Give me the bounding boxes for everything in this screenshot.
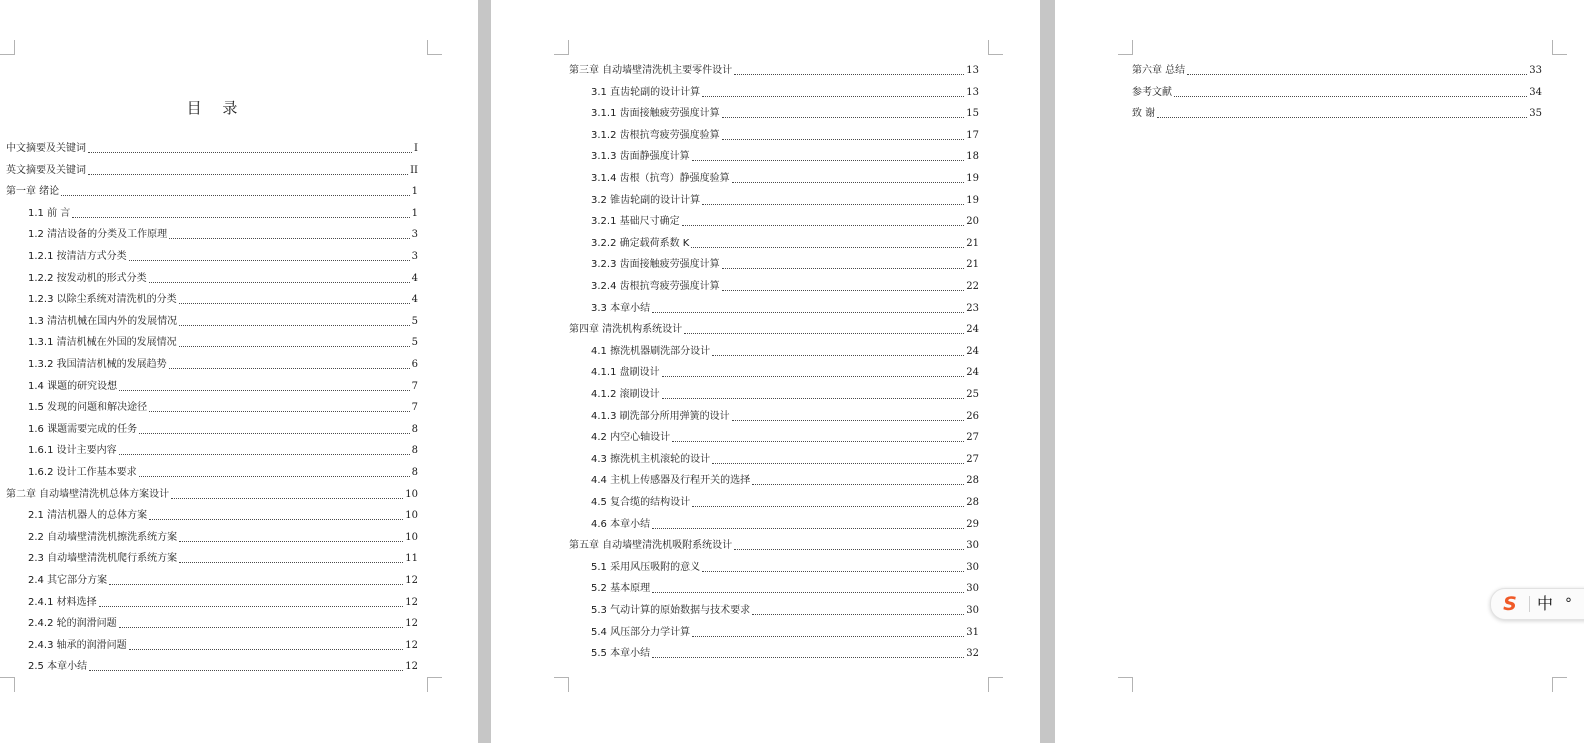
- toc-dot-leader: [692, 636, 964, 637]
- toc-entry-title: 3.2.2 确定载荷系数 K: [591, 237, 690, 249]
- toc-section-entry[interactable]: [591, 619, 979, 639]
- toc-section-entry[interactable]: [28, 437, 418, 457]
- toc-entry-title: 3.1.4 齿根（抗弯）静强度验算: [591, 173, 730, 184]
- toc-page-number: I: [414, 143, 418, 154]
- toc-dot-leader: [691, 247, 964, 248]
- toc-entry-title: 2.4.3 轴承的润滑问题: [28, 639, 127, 651]
- toc-page-number: 25: [966, 389, 979, 400]
- toc-entry-title: 4.2 内空心轴设计: [591, 432, 671, 444]
- toc-entry-title: 3.2.1 基础尺寸确定: [591, 216, 680, 228]
- toc-section-entry[interactable]: [28, 351, 418, 371]
- toc-title: 目 录: [186, 99, 246, 117]
- toc-page-number: 27: [966, 432, 979, 444]
- toc-dot-leader: [1174, 96, 1527, 97]
- toc-dot-leader: [652, 592, 964, 593]
- toc-entry-title: 3.1.2 齿根抗弯疲劳强度验算: [591, 129, 720, 141]
- toc-page-number: 7: [411, 402, 418, 414]
- toc-page-number: 11: [405, 553, 418, 565]
- toc-dot-leader: [109, 584, 403, 585]
- toc-entry-title: 3.2 锥齿轮副的设计计算: [591, 194, 701, 206]
- toc-entry-title: 致 谢: [1132, 108, 1156, 120]
- toc-entry-title: 英文摘要及关键词: [6, 164, 86, 176]
- document-page-1[interactable]: [0, 0, 478, 743]
- toc-section-entry[interactable]: [28, 459, 418, 479]
- toc-entry-title: 4.4 主机上传感器及行程开关的选择: [591, 475, 751, 487]
- toc-dot-leader: [662, 376, 965, 377]
- toc-section-entry[interactable]: [28, 653, 418, 673]
- toc-entry-title: 3.3 本章小结: [591, 302, 651, 314]
- toc-dot-leader: [702, 571, 964, 572]
- toc-page-number: 31: [966, 626, 979, 638]
- toc-page-number: 13: [966, 86, 979, 98]
- toc-page-number: 35: [1529, 108, 1542, 120]
- toc-section-entry[interactable]: [28, 394, 418, 414]
- toc-section-entry[interactable]: [591, 489, 979, 509]
- toc-entry-title: 2.4.1 材料选择: [28, 596, 97, 608]
- toc-section-entry[interactable]: [28, 567, 418, 587]
- toc-dot-leader: [752, 484, 964, 485]
- toc-page-number: 27: [966, 453, 979, 465]
- sogou-logo-icon[interactable]: S: [1503, 593, 1517, 615]
- toc-section-entry[interactable]: [591, 640, 979, 660]
- toc-section-entry[interactable]: [591, 424, 979, 444]
- toc-entry-title: 3.2.3 齿面接触疲劳强度计算: [591, 259, 720, 271]
- toc-entry-title: 4.6 本章小结: [591, 518, 651, 530]
- toc-entry-title: 4.1 擦洗机器刷洗部分设计: [591, 345, 711, 357]
- toc-section-entry[interactable]: [591, 381, 979, 401]
- toc-page-number: 4: [411, 272, 418, 284]
- toc-page-number: 21: [966, 259, 979, 271]
- toc-page-number: 33: [1529, 65, 1542, 76]
- margin-corner-mark: [0, 40, 15, 55]
- toc-section-entry[interactable]: [591, 359, 979, 379]
- toc-entry-title: 5.5 本章小结: [591, 648, 651, 660]
- toc-entry-title: 1.3.2 我国清洁机械的发展趋势: [28, 359, 167, 370]
- toc-chapter-entry[interactable]: [569, 532, 979, 552]
- toc-page-number: 30: [966, 583, 979, 595]
- toc-page-number: 28: [966, 475, 979, 487]
- toc-entry-title: 4.1.1 盘刷设计: [591, 367, 660, 379]
- toc-entry-title: 1.6 课题需要完成的任务: [28, 423, 138, 435]
- toc-section-entry[interactable]: [591, 467, 979, 487]
- toc-page-number: 22: [966, 281, 979, 292]
- toc-section-entry[interactable]: [591, 100, 979, 120]
- toc-page-number: 28: [966, 497, 979, 508]
- toc-entry-title: 第一章 绪论: [6, 186, 60, 198]
- toc-page-number: 18: [966, 151, 979, 163]
- margin-corner-mark: [1118, 677, 1133, 692]
- toc-entry-title: 5.2 基本原理: [591, 583, 651, 595]
- toc-entry-title: 1.6.2 设计工作基本要求: [28, 467, 137, 478]
- toc-section-entry[interactable]: [28, 589, 418, 609]
- toc-entry-title: 5.4 风压部分力学计算: [591, 626, 691, 638]
- toc-dot-leader: [129, 260, 410, 261]
- toc-dot-leader: [179, 541, 403, 542]
- toc-dot-leader: [682, 225, 965, 226]
- toc-entry-title: 3.1 直齿轮副的设计计算: [591, 86, 701, 98]
- toc-section-entry[interactable]: [28, 416, 418, 436]
- toc-page-number: 26: [966, 410, 979, 422]
- toc-section-entry[interactable]: [591, 295, 979, 315]
- ime-divider: [1529, 596, 1530, 612]
- margin-corner-mark: [0, 677, 15, 692]
- toc-entry-title: 1.5 发现的问题和解决途径: [28, 402, 148, 414]
- toc-dot-leader: [179, 325, 410, 326]
- toc-dot-leader: [61, 195, 409, 196]
- toc-dot-leader: [149, 519, 403, 520]
- toc-entry-title: 2.3 自动墙壁清洗机爬行系统方案: [28, 553, 178, 565]
- margin-corner-mark: [1118, 40, 1133, 55]
- toc-page-number: 21: [966, 237, 979, 249]
- toc-section-entry[interactable]: [591, 230, 979, 250]
- toc-dot-leader: [88, 174, 408, 175]
- toc-section-entry[interactable]: [591, 446, 979, 466]
- toc-dot-leader: [732, 182, 965, 183]
- toc-page-number: 12: [405, 596, 418, 608]
- toc-dot-leader: [652, 312, 964, 313]
- toc-dot-leader: [684, 333, 964, 334]
- margin-corner-mark: [554, 40, 569, 55]
- toc-section-entry[interactable]: [28, 502, 418, 522]
- toc-page-number: 24: [966, 324, 979, 336]
- toc-section-entry[interactable]: [28, 524, 418, 544]
- toc-section-entry[interactable]: [591, 165, 979, 185]
- toc-entry-title: 第四章 清洗机构系统设计: [569, 324, 683, 336]
- toc-entry-title: 4.1.2 滚刷设计: [591, 389, 660, 400]
- toc-section-entry[interactable]: [28, 329, 418, 349]
- margin-corner-mark: [427, 677, 442, 692]
- toc-section-entry[interactable]: [591, 122, 979, 142]
- toc-dot-leader: [72, 217, 409, 218]
- ime-punctuation-toggle[interactable]: °: [1565, 596, 1572, 612]
- document-page-3[interactable]: [1055, 0, 1584, 743]
- toc-dot-leader: [119, 627, 404, 628]
- toc-dot-leader: [722, 117, 965, 118]
- toc-chapter-entry[interactable]: [6, 135, 418, 155]
- toc-page-number: 24: [966, 345, 979, 357]
- toc-dot-leader: [722, 268, 965, 269]
- toc-page-number: 15: [966, 108, 979, 120]
- toc-section-entry[interactable]: [28, 221, 418, 241]
- toc-page-number: 30: [966, 605, 979, 616]
- toc-dot-leader: [752, 614, 964, 615]
- toc-page-number: 12: [405, 639, 418, 651]
- toc-page-number: 19: [966, 194, 979, 206]
- toc-dot-leader: [169, 238, 410, 239]
- toc-entry-title: 4.1.3 刷洗部分所用弹簧的设计: [591, 410, 730, 422]
- toc-section-entry[interactable]: [591, 338, 979, 358]
- toc-chapter-entry[interactable]: [6, 157, 418, 177]
- toc-dot-leader: [149, 411, 410, 412]
- ime-language-toggle[interactable]: 中: [1537, 594, 1554, 613]
- toc-entry-title: 2.5 本章小结: [28, 661, 88, 673]
- toc-section-entry[interactable]: [591, 79, 979, 99]
- toc-section-entry[interactable]: [591, 597, 979, 617]
- toc-page-number: 12: [405, 618, 418, 630]
- toc-section-entry[interactable]: [28, 265, 418, 285]
- margin-corner-mark: [1552, 677, 1567, 692]
- toc-page-number: 30: [966, 561, 979, 573]
- toc-page-number: 24: [966, 367, 979, 379]
- toc-entry-title: 2.4 其它部分方案: [28, 575, 108, 586]
- toc-page-number: 8: [411, 423, 418, 435]
- toc-dot-leader: [702, 204, 964, 205]
- toc-dot-leader: [179, 562, 403, 563]
- toc-entry-title: 2.4.2 轮的润滑问题: [28, 618, 117, 630]
- toc-page-number: 10: [405, 488, 418, 500]
- toc-entry-title: 3.1.1 齿面接触疲劳强度计算: [591, 108, 720, 120]
- toc-chapter-entry[interactable]: [569, 57, 979, 77]
- toc-page-number: 5: [411, 337, 418, 349]
- margin-corner-mark: [427, 40, 442, 55]
- toc-section-entry[interactable]: [28, 308, 418, 328]
- margin-corner-mark: [1552, 40, 1567, 55]
- toc-section-entry[interactable]: [28, 200, 418, 220]
- toc-dot-leader: [652, 657, 964, 658]
- toc-section-entry[interactable]: [591, 575, 979, 595]
- toc-dot-leader: [1187, 74, 1527, 75]
- toc-entry-title: 1.2.3 以除尘系统对清洗机的分类: [28, 294, 177, 306]
- toc-entry-title: 中文摘要及关键词: [6, 143, 86, 154]
- toc-page-number: 34: [1529, 86, 1542, 98]
- toc-entry-title: 1.4 课题的研究设想: [28, 380, 118, 392]
- toc-dot-leader: [652, 528, 964, 529]
- toc-dot-leader: [171, 498, 403, 499]
- toc-page-number: 1: [411, 186, 418, 198]
- toc-dot-leader: [139, 476, 410, 477]
- toc-dot-leader: [169, 368, 410, 369]
- toc-chapter-entry[interactable]: [6, 178, 418, 198]
- toc-dot-leader: [672, 441, 964, 442]
- toc-entry-title: 第五章 自动墙壁清洗机吸附系统设计: [569, 540, 733, 552]
- toc-entry-title: 第三章 自动墙壁清洗机主要零件设计: [569, 65, 733, 76]
- toc-section-entry[interactable]: [28, 632, 418, 652]
- toc-section-entry[interactable]: [591, 273, 979, 293]
- toc-page-number: 10: [405, 510, 418, 522]
- toc-dot-leader: [89, 670, 403, 671]
- toc-page-number: 3: [411, 251, 418, 262]
- toc-page-number: 23: [966, 302, 979, 314]
- toc-page-number: 1: [411, 207, 418, 219]
- toc-entry-title: 1.3 清洁机械在国内外的发展情况: [28, 315, 178, 327]
- toc-dot-leader: [179, 303, 410, 304]
- toc-section-entry[interactable]: [28, 286, 418, 306]
- margin-corner-mark: [554, 677, 569, 692]
- ime-toolbar[interactable]: [1490, 588, 1584, 620]
- toc-page-number: 30: [966, 540, 979, 552]
- toc-page-number: 12: [405, 575, 418, 586]
- toc-entry-title: 3.2.4 齿根抗弯疲劳强度计算: [591, 281, 720, 292]
- toc-chapter-entry[interactable]: [1132, 100, 1542, 120]
- toc-dot-leader: [732, 420, 965, 421]
- toc-section-entry[interactable]: [28, 545, 418, 565]
- toc-page-number: 6: [411, 359, 418, 370]
- toc-section-entry[interactable]: [591, 143, 979, 163]
- toc-dot-leader: [734, 549, 964, 550]
- toc-entry-title: 5.1 采用风压吸附的意义: [591, 561, 701, 573]
- toc-page-number: 5: [411, 315, 418, 327]
- toc-entry-title: 第二章 自动墙壁清洗机总体方案设计: [6, 488, 170, 500]
- toc-page-number: 32: [966, 648, 979, 660]
- toc-section-entry[interactable]: [28, 243, 418, 263]
- toc-chapter-entry[interactable]: [1132, 57, 1542, 77]
- toc-entry-title: 4.3 擦洗机主机滚轮的设计: [591, 453, 711, 465]
- toc-chapter-entry[interactable]: [1132, 79, 1542, 99]
- toc-section-entry[interactable]: [28, 610, 418, 630]
- toc-entry-title: 3.1.3 齿面静强度计算: [591, 151, 690, 163]
- toc-dot-leader: [119, 454, 410, 455]
- toc-dot-leader: [712, 355, 964, 356]
- toc-section-entry[interactable]: [28, 373, 418, 393]
- toc-page-number: 20: [966, 216, 979, 228]
- toc-page-number: 10: [405, 531, 418, 543]
- toc-dot-leader: [99, 606, 404, 607]
- toc-dot-leader: [129, 649, 404, 650]
- toc-entry-title: 2.1 清洁机器人的总体方案: [28, 510, 148, 522]
- toc-dot-leader: [722, 290, 965, 291]
- toc-entry-title: 1.6.1 设计主要内容: [28, 445, 117, 457]
- toc-dot-leader: [692, 506, 964, 507]
- toc-dot-leader: [149, 282, 410, 283]
- toc-section-entry[interactable]: [591, 554, 979, 574]
- toc-dot-leader: [722, 139, 965, 140]
- document-page-2[interactable]: [491, 0, 1040, 743]
- toc-page-number: II: [410, 164, 418, 176]
- toc-dot-leader: [734, 74, 964, 75]
- toc-chapter-entry[interactable]: [6, 481, 418, 501]
- toc-entry-title: 5.3 气动计算的原始数据与技术要求: [591, 605, 751, 616]
- toc-page-number: 4: [411, 294, 418, 306]
- toc-dot-leader: [1157, 117, 1527, 118]
- toc-page-number: 13: [966, 65, 979, 76]
- toc-page-number: 19: [966, 173, 979, 184]
- toc-dot-leader: [179, 346, 410, 347]
- toc-dot-leader: [662, 398, 965, 399]
- toc-section-entry[interactable]: [591, 511, 979, 531]
- margin-corner-mark: [988, 40, 1003, 55]
- toc-dot-leader: [88, 152, 412, 153]
- toc-chapter-entry[interactable]: [569, 316, 979, 336]
- toc-dot-leader: [702, 96, 964, 97]
- toc-entry-title: 第六章 总结: [1132, 65, 1186, 76]
- toc-dot-leader: [119, 390, 410, 391]
- toc-entry-title: 1.3.1 清洁机械在外国的发展情况: [28, 337, 177, 349]
- toc-section-entry[interactable]: [591, 251, 979, 271]
- toc-page-number: 29: [966, 518, 979, 530]
- toc-section-entry[interactable]: [591, 403, 979, 423]
- toc-page-number: 8: [411, 467, 418, 478]
- margin-corner-mark: [988, 677, 1003, 692]
- toc-entry-title: 1.2 清洁设备的分类及工作原理: [28, 229, 168, 241]
- toc-section-entry[interactable]: [591, 208, 979, 228]
- toc-page-number: 8: [411, 445, 418, 457]
- toc-page-number: 12: [405, 661, 418, 673]
- toc-page-number: 3: [411, 229, 418, 241]
- toc-section-entry[interactable]: [591, 187, 979, 207]
- toc-entry-title: 4.5 复合缆的结构设计: [591, 497, 691, 508]
- toc-entry-title: 1.2.1 按清洁方式分类: [28, 251, 127, 262]
- toc-page-number: 7: [411, 380, 418, 392]
- toc-dot-leader: [712, 463, 964, 464]
- toc-entry-title: 参考文献: [1132, 86, 1172, 98]
- toc-dot-leader: [139, 433, 410, 434]
- toc-entry-title: 2.2 自动墙壁清洗机擦洗系统方案: [28, 531, 178, 543]
- toc-entry-title: 1.2.2 按发动机的形式分类: [28, 272, 147, 284]
- toc-page-number: 17: [966, 129, 979, 141]
- toc-entry-title: 1.1 前 言: [28, 207, 71, 219]
- toc-dot-leader: [692, 160, 965, 161]
